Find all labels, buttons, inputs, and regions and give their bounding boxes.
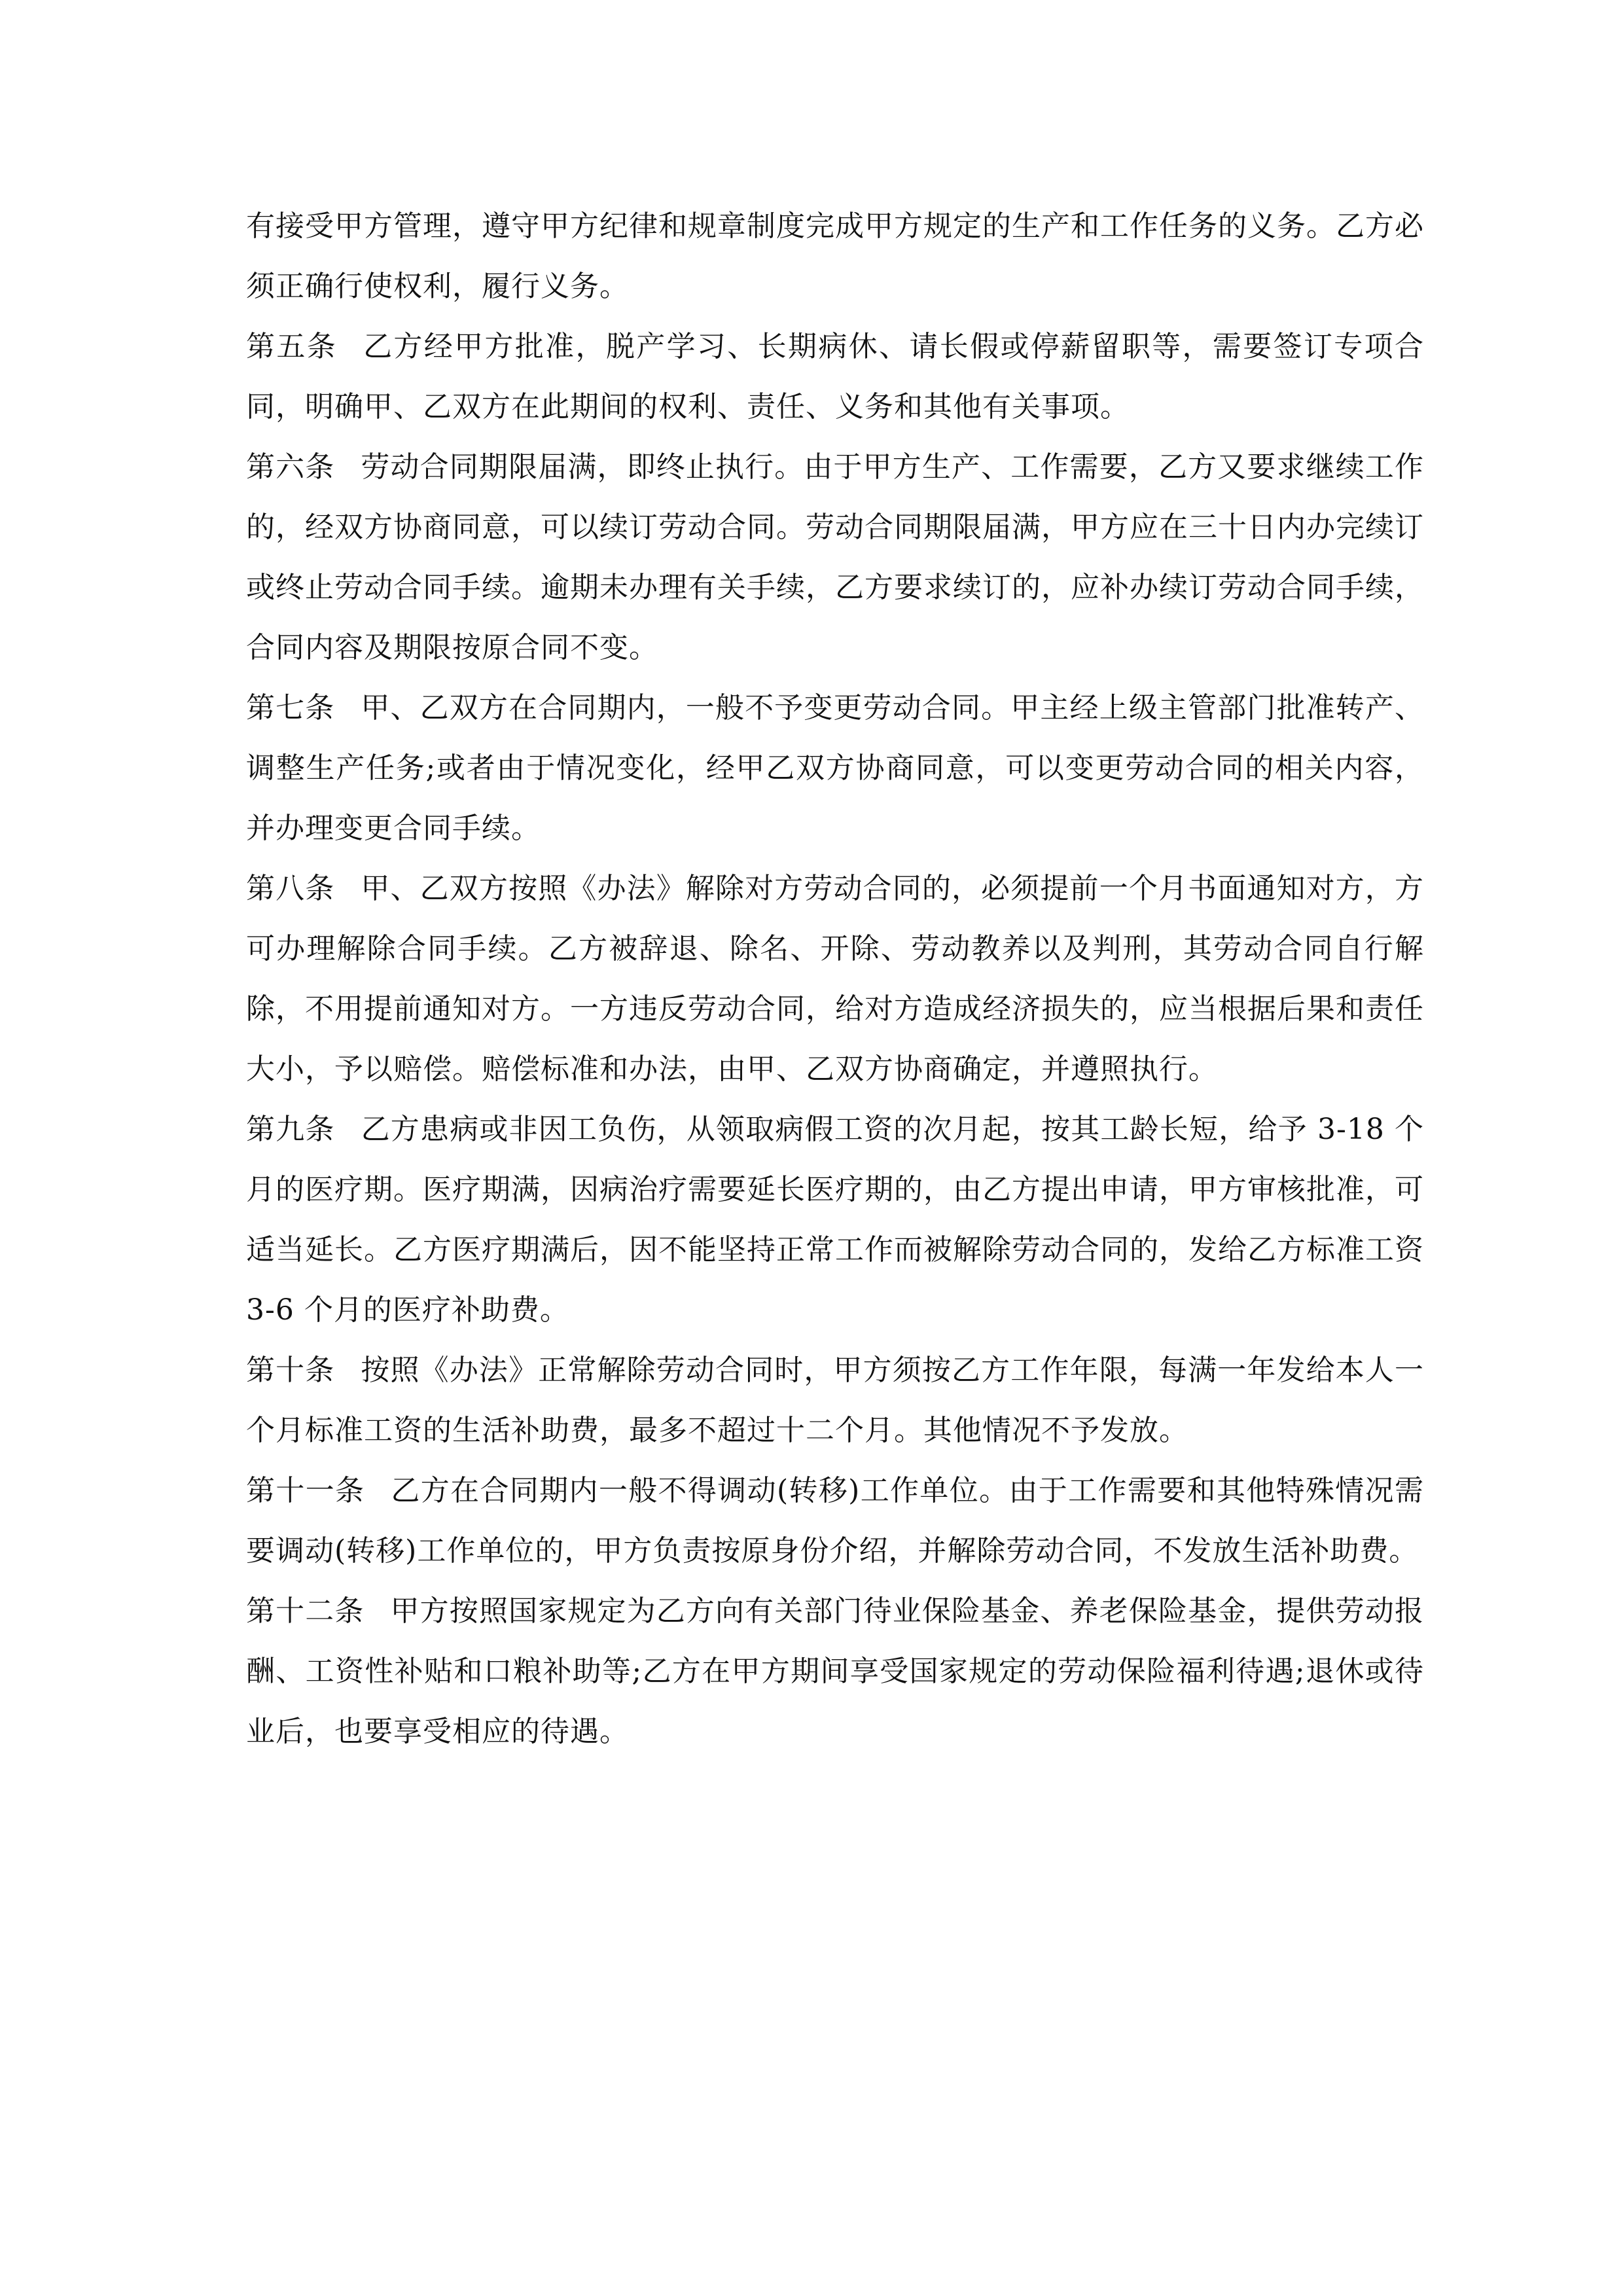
paragraph-text: 有接受甲方管理，遵守甲方纪律和规章制度完成甲方规定的生产和工作任务的义务。乙方必须正确行使权利，履行义务。 <box>246 209 1424 303</box>
article-label: 第八条 <box>246 872 335 905</box>
article-9 <box>246 1100 1424 1340</box>
article-text: 乙方经甲方批准，脱产学习、长期病休、请长假或停薪留职等，需要签订专项合同，明确甲、乙双方在此期间的权利、责任、义务和其他有关事项。 <box>246 330 1425 423</box>
article-label: 第五条 <box>246 330 338 363</box>
article-text: 甲、乙双方按照《办法》解除对方劳动合同的，必须提前一个月书面通知对方，方可办理解除合同手续。乙方被辞退、除名、开除、劳动教养以及判刑，其劳动合同自行解除，不用提前通知对方。一方违反劳动合同，给对方造成经济损失的，应当根据后果和责任大小，予以赔偿。赔偿标准和办法，由甲、乙双方协商确定，并遵照执行。 <box>246 872 1425 1086</box>
article-label: 第十一条 <box>246 1474 365 1507</box>
article-label: 第十条 <box>246 1354 335 1387</box>
article-text: 乙方患病或非因工负伤，从领取病假工资的次月起，按其工龄长短，给予 3-18 个月的医疗期。医疗期满，因病治疗需要延长医疗期的，由乙方提出申请，甲方审核批准，可适当延长。乙方医疗期满后，因不能坚持正常工作而被解除劳动合同的，发给乙方标准工资 3-6 个月的医疗补助费。 <box>246 1113 1425 1327</box>
article-label: 第十二条 <box>246 1594 365 1628</box>
article-label: 第七条 <box>246 691 335 725</box>
article-10 <box>246 1340 1424 1461</box>
article-text: 劳动合同期限届满，即终止执行。由于甲方生产、工作需要，乙方又要求继续工作的，经双方协商同意，可以续订劳动合同。劳动合同期限届满，甲方应在三十日内办完续订或终止劳动合同手续。逾期未办理有关手续，乙方要求续订的，应补办续订劳动合同手续，合同内容及期限按原合同不变。 <box>246 450 1425 664</box>
article-label: 第九条 <box>246 1113 335 1146</box>
article-text: 乙方在合同期内一般不得调动(转移)工作单位。由于工作需要和其他特殊情况需要调动(转移)工作单位的，甲方负责按原身份介绍，并解除劳动合同，不发放生活补助费。 <box>246 1474 1424 1568</box>
article-label: 第六条 <box>246 450 335 484</box>
article-text: 甲、乙双方在合同期内，一般不予变更劳动合同。甲主经上级主管部门批准转产、调整生产任务;或者由于情况变化，经甲乙双方协商同意，可以变更劳动合同的相关内容，并办理变更合同手续。 <box>246 691 1425 845</box>
contract-body <box>246 196 1424 1762</box>
paragraph-continuation <box>246 196 1424 317</box>
article-text: 甲方按照国家规定为乙方向有关部门待业保险基金、养老保险基金，提供劳动报酬、工资性补贴和口粮补助等;乙方在甲方期间享受国家规定的劳动保险福利待遇;退休或待业后，也要享受相应的待遇。 <box>246 1594 1425 1748</box>
article-8 <box>246 859 1424 1100</box>
article-11 <box>246 1461 1424 1581</box>
article-12 <box>246 1581 1424 1762</box>
article-5 <box>246 317 1424 437</box>
article-text: 按照《办法》正常解除劳动合同时，甲方须按乙方工作年限，每满一年发给本人一个月标准工资的生活补助费，最多不超过十二个月。其他情况不予发放。 <box>246 1354 1425 1447</box>
article-7 <box>246 678 1424 859</box>
article-6 <box>246 437 1424 678</box>
